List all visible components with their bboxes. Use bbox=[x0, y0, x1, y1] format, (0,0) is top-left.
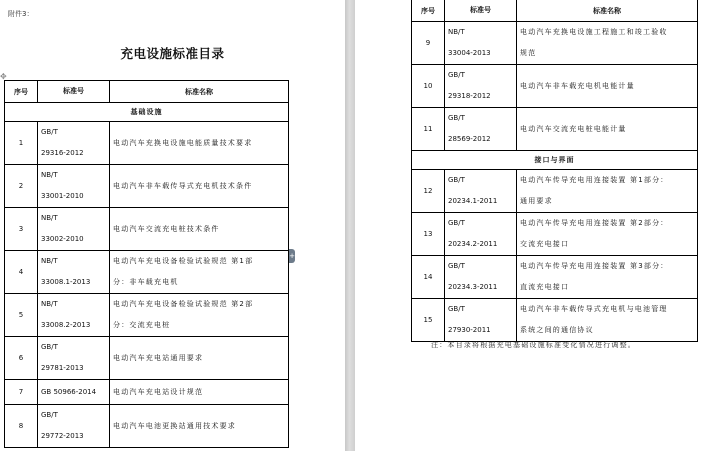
footnote: 注：本目录将根据充电基础设施标准变化情况进行调整。 bbox=[431, 341, 636, 349]
cell-standard-name bbox=[517, 213, 698, 256]
cell-standard-code bbox=[38, 165, 110, 208]
standard-name-line: 电动汽车充电站通用要求 bbox=[113, 353, 204, 362]
standard-code-line: GB/T bbox=[41, 343, 58, 351]
cell-no: 3 bbox=[5, 208, 38, 251]
cell-no: 14 bbox=[412, 256, 445, 299]
standard-code-line: NB/T bbox=[41, 171, 58, 179]
cell-standard-name bbox=[517, 299, 698, 342]
cell-standard-name bbox=[110, 208, 289, 251]
standard-code-line: 29318-2012 bbox=[448, 92, 491, 100]
standard-name-line: 电动汽车电池更换站通用技术要求 bbox=[113, 421, 236, 430]
standard-code-line: NB/T bbox=[41, 257, 58, 265]
standard-code-line: 33004-2013 bbox=[448, 49, 491, 57]
standard-code-line: 33002-2010 bbox=[41, 235, 84, 243]
standard-name-line: 通用要求 bbox=[520, 197, 553, 205]
cell-standard-code bbox=[38, 208, 110, 251]
standard-code-line: 29316-2012 bbox=[41, 149, 84, 157]
standard-code-line: 33001-2010 bbox=[41, 192, 84, 200]
page-gutter bbox=[345, 0, 355, 451]
cell-standard-name bbox=[110, 165, 289, 208]
cell-standard-code bbox=[445, 22, 517, 65]
standard-code-line: 29772-2013 bbox=[41, 432, 84, 440]
cell-standard-name bbox=[517, 65, 698, 108]
cell-no: 7 bbox=[5, 380, 38, 405]
column-header-name: 标准名称 bbox=[517, 0, 698, 22]
standard-name-line: 电动汽车传导充电用连接装置 第1部分： bbox=[520, 176, 669, 184]
standard-code-line: NB/T bbox=[448, 28, 465, 36]
column-header-name: 标准名称 bbox=[110, 81, 289, 103]
standard-code-line: GB/T bbox=[448, 71, 465, 79]
table-row bbox=[412, 65, 698, 108]
standard-code-line: 20234.1-2011 bbox=[448, 197, 498, 205]
cell-standard-code bbox=[38, 294, 110, 337]
cell-standard-code bbox=[445, 213, 517, 256]
column-header-code: 标准号 bbox=[38, 81, 110, 103]
cell-standard-name bbox=[110, 122, 289, 165]
cell-no: 13 bbox=[412, 213, 445, 256]
table-row bbox=[5, 165, 289, 208]
cell-standard-name bbox=[517, 108, 698, 151]
cell-standard-name bbox=[517, 256, 698, 299]
cell-standard-code bbox=[445, 65, 517, 108]
standard-code-line: 20234.3-2011 bbox=[448, 283, 498, 291]
cell-no: 15 bbox=[412, 299, 445, 342]
cell-no: 8 bbox=[5, 405, 38, 448]
cell-standard-code bbox=[38, 251, 110, 294]
standard-name-line: 电动汽车传导充电用连接装置 第3部分： bbox=[520, 262, 669, 270]
column-header-no: 序号 bbox=[412, 0, 445, 22]
standard-name-line: 规范 bbox=[520, 49, 537, 57]
standard-name-line: 电动汽车非车载充电机电能计量 bbox=[520, 81, 635, 90]
table-row bbox=[412, 22, 698, 65]
standard-code-line: GB/T bbox=[448, 219, 465, 227]
cell-standard-code bbox=[445, 299, 517, 342]
standard-name-line: 分：交流充电桩 bbox=[113, 321, 171, 329]
table-move-handle-icon[interactable]: ✥ bbox=[0, 72, 7, 81]
cell-standard-name bbox=[517, 22, 698, 65]
standard-code-line: 29781-2013 bbox=[41, 364, 84, 372]
cell-standard-name bbox=[517, 170, 698, 213]
standard-name-line: 交流充电接口 bbox=[520, 240, 570, 248]
standard-code-line: NB/T bbox=[41, 214, 58, 222]
table-row bbox=[5, 337, 289, 380]
cell-no: 9 bbox=[412, 22, 445, 65]
standard-code-line: GB/T bbox=[448, 176, 465, 184]
cell-no: 1 bbox=[5, 122, 38, 165]
cell-standard-name bbox=[110, 380, 289, 405]
standard-name-line: 直流充电接口 bbox=[520, 283, 570, 291]
standard-code-line: NB/T bbox=[41, 300, 58, 308]
section-header-row bbox=[412, 151, 698, 170]
document-title: 充电设施标准目录 bbox=[120, 46, 225, 61]
section-label: 接口与界面 bbox=[412, 151, 698, 170]
cell-standard-name bbox=[110, 251, 289, 294]
cell-standard-name bbox=[110, 294, 289, 337]
cell-standard-code bbox=[445, 256, 517, 299]
standard-name-line: 电动汽车交流充电桩技术条件 bbox=[113, 224, 220, 233]
cell-standard-code bbox=[38, 380, 110, 405]
column-header-code: 标准号 bbox=[445, 0, 517, 22]
standard-code-line: GB/T bbox=[41, 128, 58, 136]
standard-name-line: 电动汽车充电站设计规范 bbox=[113, 387, 204, 396]
table-row bbox=[412, 108, 698, 151]
cell-no: 5 bbox=[5, 294, 38, 337]
standard-code-line: 27930-2011 bbox=[448, 326, 491, 334]
standards-table-page-2 bbox=[411, 0, 698, 342]
cell-no: 2 bbox=[5, 165, 38, 208]
standard-code-line: GB/T bbox=[448, 305, 465, 313]
table-row bbox=[5, 380, 289, 405]
standard-name-line: 电动汽车非车载传导式充电机技术条件 bbox=[113, 181, 253, 190]
standard-name-line: 系统之间的通信协议 bbox=[520, 326, 594, 334]
table-row bbox=[412, 213, 698, 256]
standard-name-line: 分：非车载充电机 bbox=[113, 278, 179, 286]
table-row bbox=[5, 405, 289, 448]
standard-code-line: GB/T bbox=[448, 114, 465, 122]
table-header-row bbox=[412, 0, 698, 22]
plus-icon: + bbox=[289, 252, 295, 260]
standard-code-line: GB 50966-2014 bbox=[41, 387, 97, 396]
cell-standard-code bbox=[38, 122, 110, 165]
standard-name-line: 电动汽车传导充电用连接装置 第2部分： bbox=[520, 219, 669, 227]
standard-code-line: 33008.2-2013 bbox=[41, 321, 91, 329]
standard-name-line: 电动汽车充电设备检验试验规范 第1部 bbox=[113, 257, 254, 265]
cell-standard-code bbox=[38, 337, 110, 380]
cell-standard-code bbox=[445, 170, 517, 213]
table-row bbox=[5, 251, 289, 294]
cell-standard-name bbox=[110, 337, 289, 380]
standard-name-line: 电动汽车非车载传导式充电机与电池管理 bbox=[520, 305, 668, 313]
section-label: 基础设施 bbox=[5, 103, 289, 122]
document-page-right bbox=[355, 0, 705, 451]
table-row bbox=[412, 299, 698, 342]
standard-name-line: 电动汽车充换电设施工程施工和竣工验收 bbox=[520, 28, 668, 36]
standard-name-line: 电动汽车充换电设施电能质量技术要求 bbox=[113, 138, 253, 147]
table-row bbox=[412, 256, 698, 299]
cell-standard-name bbox=[110, 405, 289, 448]
cell-no: 4 bbox=[5, 251, 38, 294]
standard-code-line: 20234.2-2011 bbox=[448, 240, 498, 248]
standard-code-line: 28569-2012 bbox=[448, 135, 491, 143]
standards-table-page-1 bbox=[4, 80, 289, 448]
table-row bbox=[5, 208, 289, 251]
table-row bbox=[5, 122, 289, 165]
standard-name-line: 电动汽车交流充电桩电能计量 bbox=[520, 124, 627, 133]
table-body bbox=[5, 103, 289, 448]
cell-no: 6 bbox=[5, 337, 38, 380]
cell-standard-code bbox=[445, 108, 517, 151]
cell-no: 11 bbox=[412, 108, 445, 151]
section-header-row bbox=[5, 103, 289, 122]
cell-no: 10 bbox=[412, 65, 445, 108]
cell-no: 12 bbox=[412, 170, 445, 213]
side-expand-tab[interactable] bbox=[289, 249, 295, 263]
standard-code-line: 33008.1-2013 bbox=[41, 278, 91, 286]
standard-code-line: GB/T bbox=[448, 262, 465, 270]
column-header-no: 序号 bbox=[5, 81, 38, 103]
table-row bbox=[412, 170, 698, 213]
table-body bbox=[412, 22, 698, 342]
document-page-left bbox=[0, 0, 345, 451]
standard-name-line: 电动汽车充电设备检验试验规范 第2部 bbox=[113, 300, 254, 308]
table-row bbox=[5, 294, 289, 337]
table-header-row bbox=[5, 81, 289, 103]
cell-standard-code bbox=[38, 405, 110, 448]
attachment-label: 附件3： bbox=[8, 10, 34, 18]
standard-code-line: GB/T bbox=[41, 411, 58, 419]
